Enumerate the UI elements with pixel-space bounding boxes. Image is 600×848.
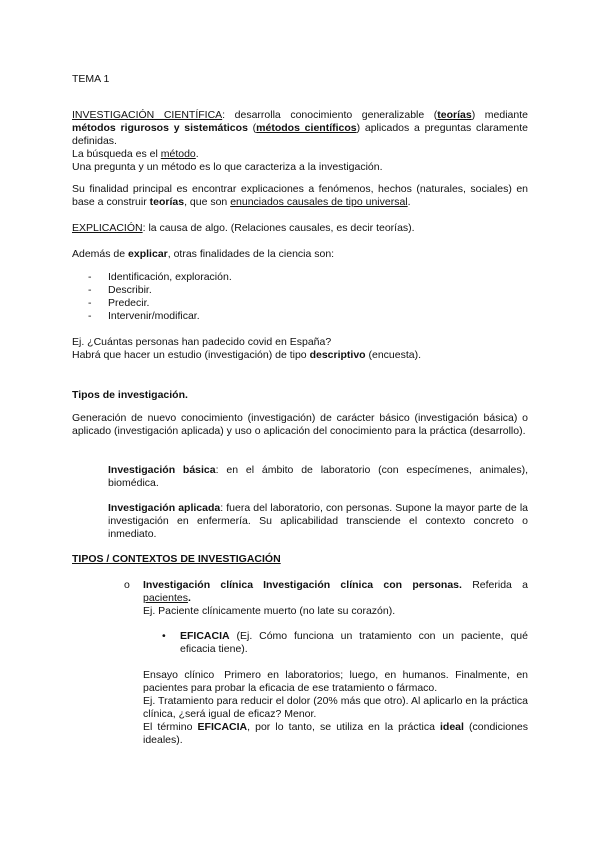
paragraph-investigacion-aplicada [108, 502, 528, 541]
term-descriptivo: descriptivo [309, 349, 366, 361]
paragraph-ensayo-clinico [143, 669, 528, 747]
dash: - [88, 310, 92, 322]
paragraph-ejemplo-covid [72, 336, 528, 362]
text: ) aplicados a preguntas claramente definidas. [72, 122, 528, 147]
paragraph-finalidades [72, 248, 528, 261]
text: (condiciones ideales). [143, 721, 528, 746]
dash: - [88, 297, 92, 309]
list-item-text: Predecir. [108, 297, 150, 309]
text: Ej. Paciente clínicamente muerto (no late su corazón). [143, 605, 396, 617]
paragraph-eficacia [180, 630, 528, 656]
text: : fuera del laboratorio, con personas. Supone la mayor parte de la investigación en enfermería. Su aplicabilidad transciende el contexto concreto o inmediato. [108, 502, 528, 540]
term-investigacion-clinica: Investigación clínica [143, 579, 254, 591]
term-pacientes: pacientes [143, 592, 188, 604]
term-ideal: ideal [440, 721, 464, 733]
text: . [407, 196, 411, 208]
text: (encuesta). [365, 349, 422, 361]
text: : desarrolla conocimiento generalizable ( [222, 109, 438, 121]
text: Una pregunta y un método es lo que caracteriza a la investigación. [72, 161, 383, 173]
document-title: TEMA 1 [72, 73, 110, 85]
text: : en el ámbito de laboratorio (con especímenes, animales), biomédica. [108, 464, 528, 489]
term-metodos: métodos rigurosos y sistemáticos [72, 122, 248, 134]
text: (Ej. Cómo funciona un tratamiento con un paciente, qué eficacia tiene). [180, 630, 528, 655]
text: , que son [184, 196, 231, 208]
heading-text: TIPOS / CONTEXTOS DE INVESTIGACIÓN [72, 553, 281, 565]
heading-tipos-contextos [72, 553, 528, 566]
term-explicar: explicar [128, 248, 168, 260]
text: : la causa de algo. (Relaciones causales, es decir teorías). [142, 222, 415, 234]
dash: - [88, 271, 92, 283]
term-investigacion-aplicada: Investigación aplicada [108, 502, 221, 514]
text: Referida a [461, 579, 529, 591]
text: Ej. ¿Cuántas personas han padecido covid en España? [72, 336, 332, 348]
heading-text: Tipos de investigación. [72, 389, 188, 401]
term-investigacion-cientifica: INVESTIGACIÓN CIENTÍFICA [72, 109, 223, 121]
text: , por lo tanto, se utiliza en la práctica [247, 721, 441, 733]
paragraph-investigacion-clinica [143, 579, 528, 618]
term-metodos-cientificos: métodos científicos [256, 122, 357, 134]
term-eficacia-2: EFICACIA [197, 721, 248, 733]
list-item-text: Identificación, exploración. [108, 271, 232, 283]
text: . [187, 592, 191, 604]
term-investigacion-clinica-personas: Investigación clínica con personas. [263, 579, 462, 591]
text: ( [247, 122, 257, 134]
text: Además de [72, 248, 129, 260]
term-teorias-2: teorías [149, 196, 185, 208]
text: Su finalidad principal es encontrar explicaciones a fenómenos, hechos (naturales, sociales) en base a construir [72, 183, 528, 208]
heading-tipos-investigacion [72, 389, 528, 402]
paragraph-finalidad [72, 183, 528, 209]
text: Ej. Tratamiento para reducir el dolor (20% más que otro). Al aplicarlo en la práctica clínica, ¿será igual de eficaz? Menor. [143, 695, 528, 720]
text: La búsqueda es el [72, 148, 161, 160]
text: El término [143, 721, 198, 733]
dot-bullet: • [162, 630, 166, 642]
term-metodo: método [160, 148, 196, 160]
paragraph-generacion: Generación de nuevo conocimiento (investigación) de carácter básico (investigación básica) o aplicado (investigación aplicada) y uso o aplicación del conocimiento para la práctica (desarrollo). [72, 412, 528, 437]
term-teorias: teorías [437, 109, 472, 121]
text: Habrá que hacer un estudio (investigación) de tipo [72, 349, 310, 361]
term-investigacion-basica: Investigación básica [108, 464, 216, 476]
term-ensayo-clinico: Ensayo clínico [143, 669, 215, 681]
circle-bullet: o [124, 579, 130, 591]
text: ) mediante [471, 109, 528, 121]
paragraph-investigacion-cientifica [72, 109, 528, 174]
term-explicacion: EXPLICACIÓN [72, 222, 143, 234]
list-item-text: Intervenir/modificar. [108, 310, 200, 322]
paragraph-explicacion [72, 222, 528, 235]
term-enunciados: enunciados causales de tipo universal [230, 196, 408, 208]
text: , otras finalidades de la ciencia son: [167, 248, 335, 260]
text: . [195, 148, 199, 160]
text: Primero en laboratorios; luego, en humanos. Finalmente, en pacientes para probar la eficacia de ese tratamiento o fármaco. [143, 669, 528, 694]
list-item-text: Describir. [108, 284, 152, 296]
term-eficacia: EFICACIA [180, 630, 230, 642]
paragraph-investigacion-basica [108, 464, 528, 490]
dash: - [88, 284, 92, 296]
